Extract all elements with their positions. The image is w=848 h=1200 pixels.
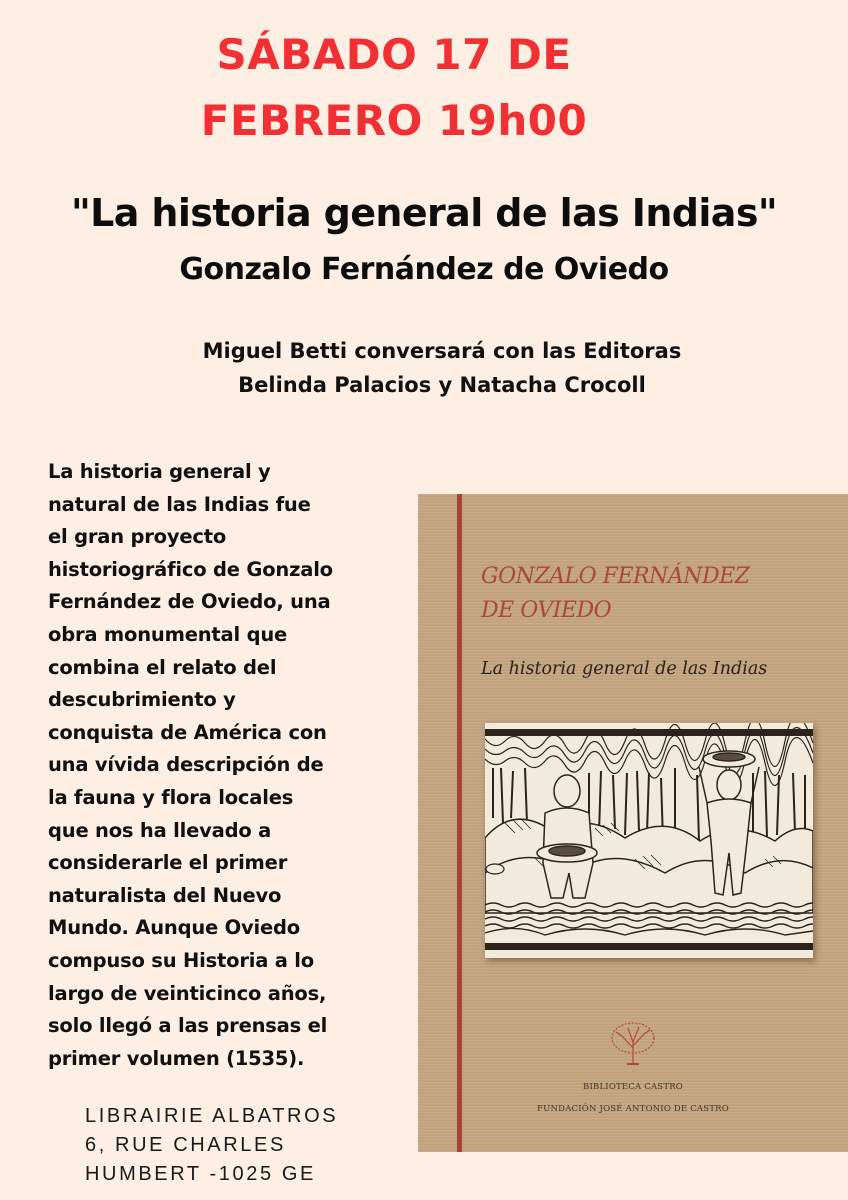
venue-address: [85, 1102, 405, 1189]
cover-imprint: [418, 1076, 848, 1120]
event-title: "La historia general de las Indias": [70, 191, 778, 235]
description-line: Mundo. Aunque Oviedo: [48, 916, 300, 940]
description-line: naturalista del Nuevo: [48, 883, 282, 907]
description-line: Fernández de Oviedo, una: [48, 590, 331, 614]
imprint-line-1: BIBLIOTECA CASTRO: [583, 1082, 683, 1092]
woodcut-illustration: [485, 723, 813, 958]
venue-name: LIBRAIRIE ALBATROS: [85, 1105, 339, 1127]
description-line: largo de veinticinco años,: [48, 981, 327, 1005]
description-line: una vívida descripción de: [48, 753, 324, 777]
speakers-line-2: Belinda Palacios y Natacha Crocoll: [238, 373, 646, 397]
cover-title: La historia general de las Indias: [481, 659, 768, 679]
event-date-line-2: FEBRERO 19h00: [200, 96, 588, 145]
event-date-line-1: SÁBADO 17 DE: [216, 30, 572, 79]
description-line: obra monumental que: [48, 622, 288, 646]
description-line: el gran proyecto: [48, 525, 227, 549]
venue-street: 6, RUE CHARLES: [85, 1134, 286, 1156]
description-line: La historia general y: [48, 460, 271, 483]
description-line: historiográfico de Gonzalo: [48, 557, 333, 581]
description-line: natural de las Indias fue: [48, 492, 311, 516]
description-line: considerarle el primer: [48, 851, 288, 875]
description-line: combina el relato del: [48, 655, 277, 679]
description-line: que nos ha llevado a: [48, 818, 272, 842]
book-cover: [418, 494, 848, 1152]
event-author: Gonzalo Fernández de Oviedo: [179, 252, 669, 287]
cover-author: [481, 560, 841, 628]
description-line: descubrimiento y: [48, 688, 236, 712]
speakers-line-1: Miguel Betti conversará con las Editoras: [202, 339, 682, 363]
event-date: [0, 22, 788, 154]
imprint-line-2: FUNDACIÓN JOSÉ ANTONIO DE CASTRO: [537, 1104, 729, 1114]
tree-icon: [608, 1020, 658, 1066]
cover-author-line-1: GONZALO FERNÁNDEZ: [481, 564, 750, 589]
book-description: [48, 456, 388, 1075]
description-line: solo llegó a las prensas el: [48, 1014, 328, 1038]
description-line: conquista de América con: [48, 720, 327, 744]
description-line: compuso su Historia a lo: [48, 948, 314, 972]
venue-city: HUMBERT -1025 GE: [85, 1163, 316, 1185]
cover-stripe: [457, 494, 462, 1152]
event-speakers: [0, 334, 848, 402]
cover-author-line-2: DE OVIEDO: [481, 598, 612, 623]
description-line: la fauna y flora locales: [48, 785, 294, 809]
description-line: primer volumen (1535).: [48, 1046, 305, 1070]
